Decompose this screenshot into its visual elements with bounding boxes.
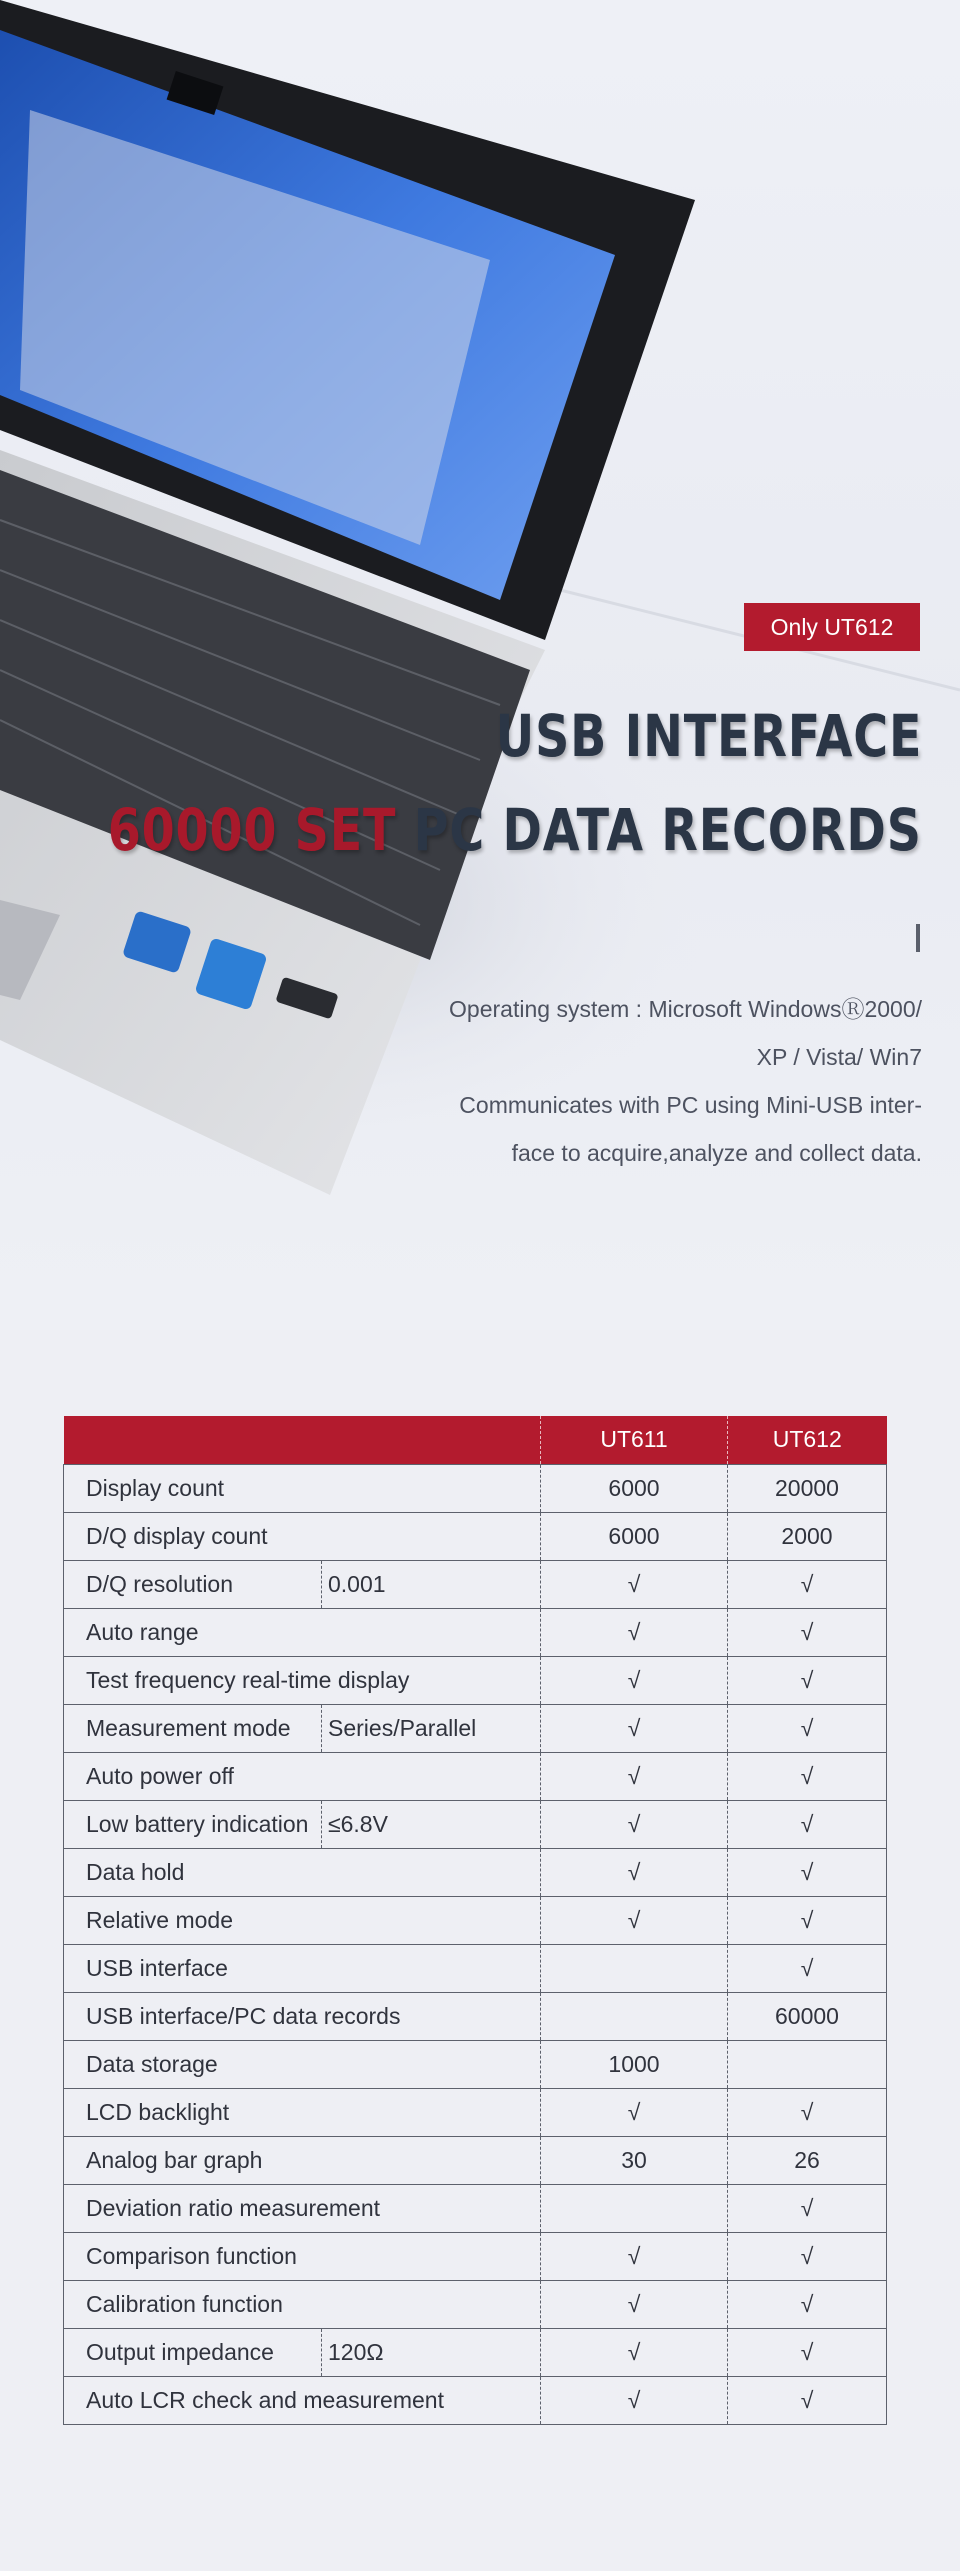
value-ut612: √: [728, 1944, 887, 1992]
table-row: [64, 2232, 887, 2280]
feature-spec: 120Ω: [322, 2328, 541, 2376]
table-row: [64, 1704, 887, 1752]
value-ut612: [728, 2040, 887, 2088]
value-ut612: 20000: [728, 1464, 887, 1512]
value-ut612: √: [728, 1752, 887, 1800]
feature-name: USB interface: [64, 1944, 541, 1992]
headline-usb-interface: USB INTERFACE: [495, 702, 922, 770]
table-row: [64, 2184, 887, 2232]
headline-data-records: [108, 796, 922, 864]
feature-spec: 0.001: [322, 1560, 541, 1608]
value-ut611: 1000: [541, 2040, 728, 2088]
value-ut611: √: [541, 1848, 728, 1896]
table-row: [64, 2088, 887, 2136]
feature-name: Deviation ratio measurement: [64, 2184, 541, 2232]
value-ut611: √: [541, 1752, 728, 1800]
header-feature: [64, 1416, 541, 1464]
feature-name: Comparison function: [64, 2232, 541, 2280]
value-ut612: √: [728, 2376, 887, 2424]
feature-name: Data storage: [64, 2040, 541, 2088]
table-row: [64, 1656, 887, 1704]
feature-name: Measurement mode: [64, 1704, 322, 1752]
value-ut611: √: [541, 1656, 728, 1704]
feature-name: Low battery indication: [64, 1800, 322, 1848]
value-ut611: 6000: [541, 1464, 728, 1512]
header-ut611: UT611: [541, 1416, 728, 1464]
table-header-row: [64, 1416, 887, 1464]
table-row: [64, 1608, 887, 1656]
value-ut612: √: [728, 1704, 887, 1752]
value-ut611: √: [541, 1896, 728, 1944]
value-ut611: [541, 1992, 728, 2040]
table-row: [64, 1944, 887, 1992]
value-ut612: √: [728, 1800, 887, 1848]
value-ut612: √: [728, 2280, 887, 2328]
value-ut611: [541, 1944, 728, 1992]
desc-line: XP / Vista/ Win7: [756, 1044, 922, 1070]
feature-name: Auto power off: [64, 1752, 541, 1800]
desc-line: Communicates with PC using Mini-USB inter-: [459, 1092, 922, 1118]
value-ut612: √: [728, 2328, 887, 2376]
feature-name: D/Q resolution: [64, 1560, 322, 1608]
feature-name: LCD backlight: [64, 2088, 541, 2136]
value-ut612: √: [728, 2184, 887, 2232]
feature-spec: ≤6.8V: [322, 1800, 541, 1848]
table-row: [64, 1896, 887, 1944]
value-ut612: 2000: [728, 1512, 887, 1560]
feature-name: Calibration function: [64, 2280, 541, 2328]
headline-pc-data-records: PC DATA RECORDS: [396, 796, 922, 864]
headline-record-count: 60000 SET: [107, 796, 397, 864]
feature-name: Relative mode: [64, 1896, 541, 1944]
table-row: [64, 1512, 887, 1560]
value-ut612: √: [728, 2088, 887, 2136]
table-row: [64, 2376, 887, 2424]
value-ut612: √: [728, 1896, 887, 1944]
table-row: [64, 1992, 887, 2040]
feature-name: USB interface/PC data records: [64, 1992, 541, 2040]
value-ut612: √: [728, 1848, 887, 1896]
value-ut611: √: [541, 2376, 728, 2424]
feature-name: Analog bar graph: [64, 2136, 541, 2184]
header-ut612: UT612: [728, 1416, 887, 1464]
table-row: [64, 2280, 887, 2328]
value-ut611: √: [541, 2232, 728, 2280]
description: [322, 985, 922, 1177]
table-row: [64, 2040, 887, 2088]
value-ut611: √: [541, 2328, 728, 2376]
value-ut611: √: [541, 1608, 728, 1656]
desc-line: face to acquire,analyze and collect data.: [511, 1140, 922, 1166]
value-ut612: √: [728, 1608, 887, 1656]
value-ut612: 60000: [728, 1992, 887, 2040]
table-row: [64, 1464, 887, 1512]
feature-name: Output impedance: [64, 2328, 322, 2376]
table-row: [64, 1848, 887, 1896]
value-ut611: √: [541, 1560, 728, 1608]
feature-name: Auto LCR check and measurement: [64, 2376, 541, 2424]
table-row: [64, 1560, 887, 1608]
value-ut611: [541, 2184, 728, 2232]
feature-name: Data hold: [64, 1848, 541, 1896]
value-ut612: 26: [728, 2136, 887, 2184]
feature-name: Display count: [64, 1464, 541, 1512]
value-ut612: √: [728, 1656, 887, 1704]
feature-name: Auto range: [64, 1608, 541, 1656]
table-row: [64, 2136, 887, 2184]
feature-spec: Series/Parallel: [322, 1704, 541, 1752]
value-ut611: √: [541, 1800, 728, 1848]
value-ut611: √: [541, 2280, 728, 2328]
comparison-table: [63, 1416, 886, 2425]
value-ut611: 6000: [541, 1512, 728, 1560]
table-row: [64, 1752, 887, 1800]
value-ut612: √: [728, 1560, 887, 1608]
feature-name: Test frequency real-time display: [64, 1656, 541, 1704]
desc-line: Operating system : Microsoft WindowsⓇ2000/: [449, 996, 922, 1022]
divider-mark: [916, 924, 920, 952]
value-ut611: 30: [541, 2136, 728, 2184]
value-ut612: √: [728, 2232, 887, 2280]
value-ut611: √: [541, 2088, 728, 2136]
table-row: [64, 1800, 887, 1848]
only-ut612-badge: Only UT612: [744, 603, 920, 651]
feature-name: D/Q display count: [64, 1512, 541, 1560]
table-row: [64, 2328, 887, 2376]
value-ut611: √: [541, 1704, 728, 1752]
